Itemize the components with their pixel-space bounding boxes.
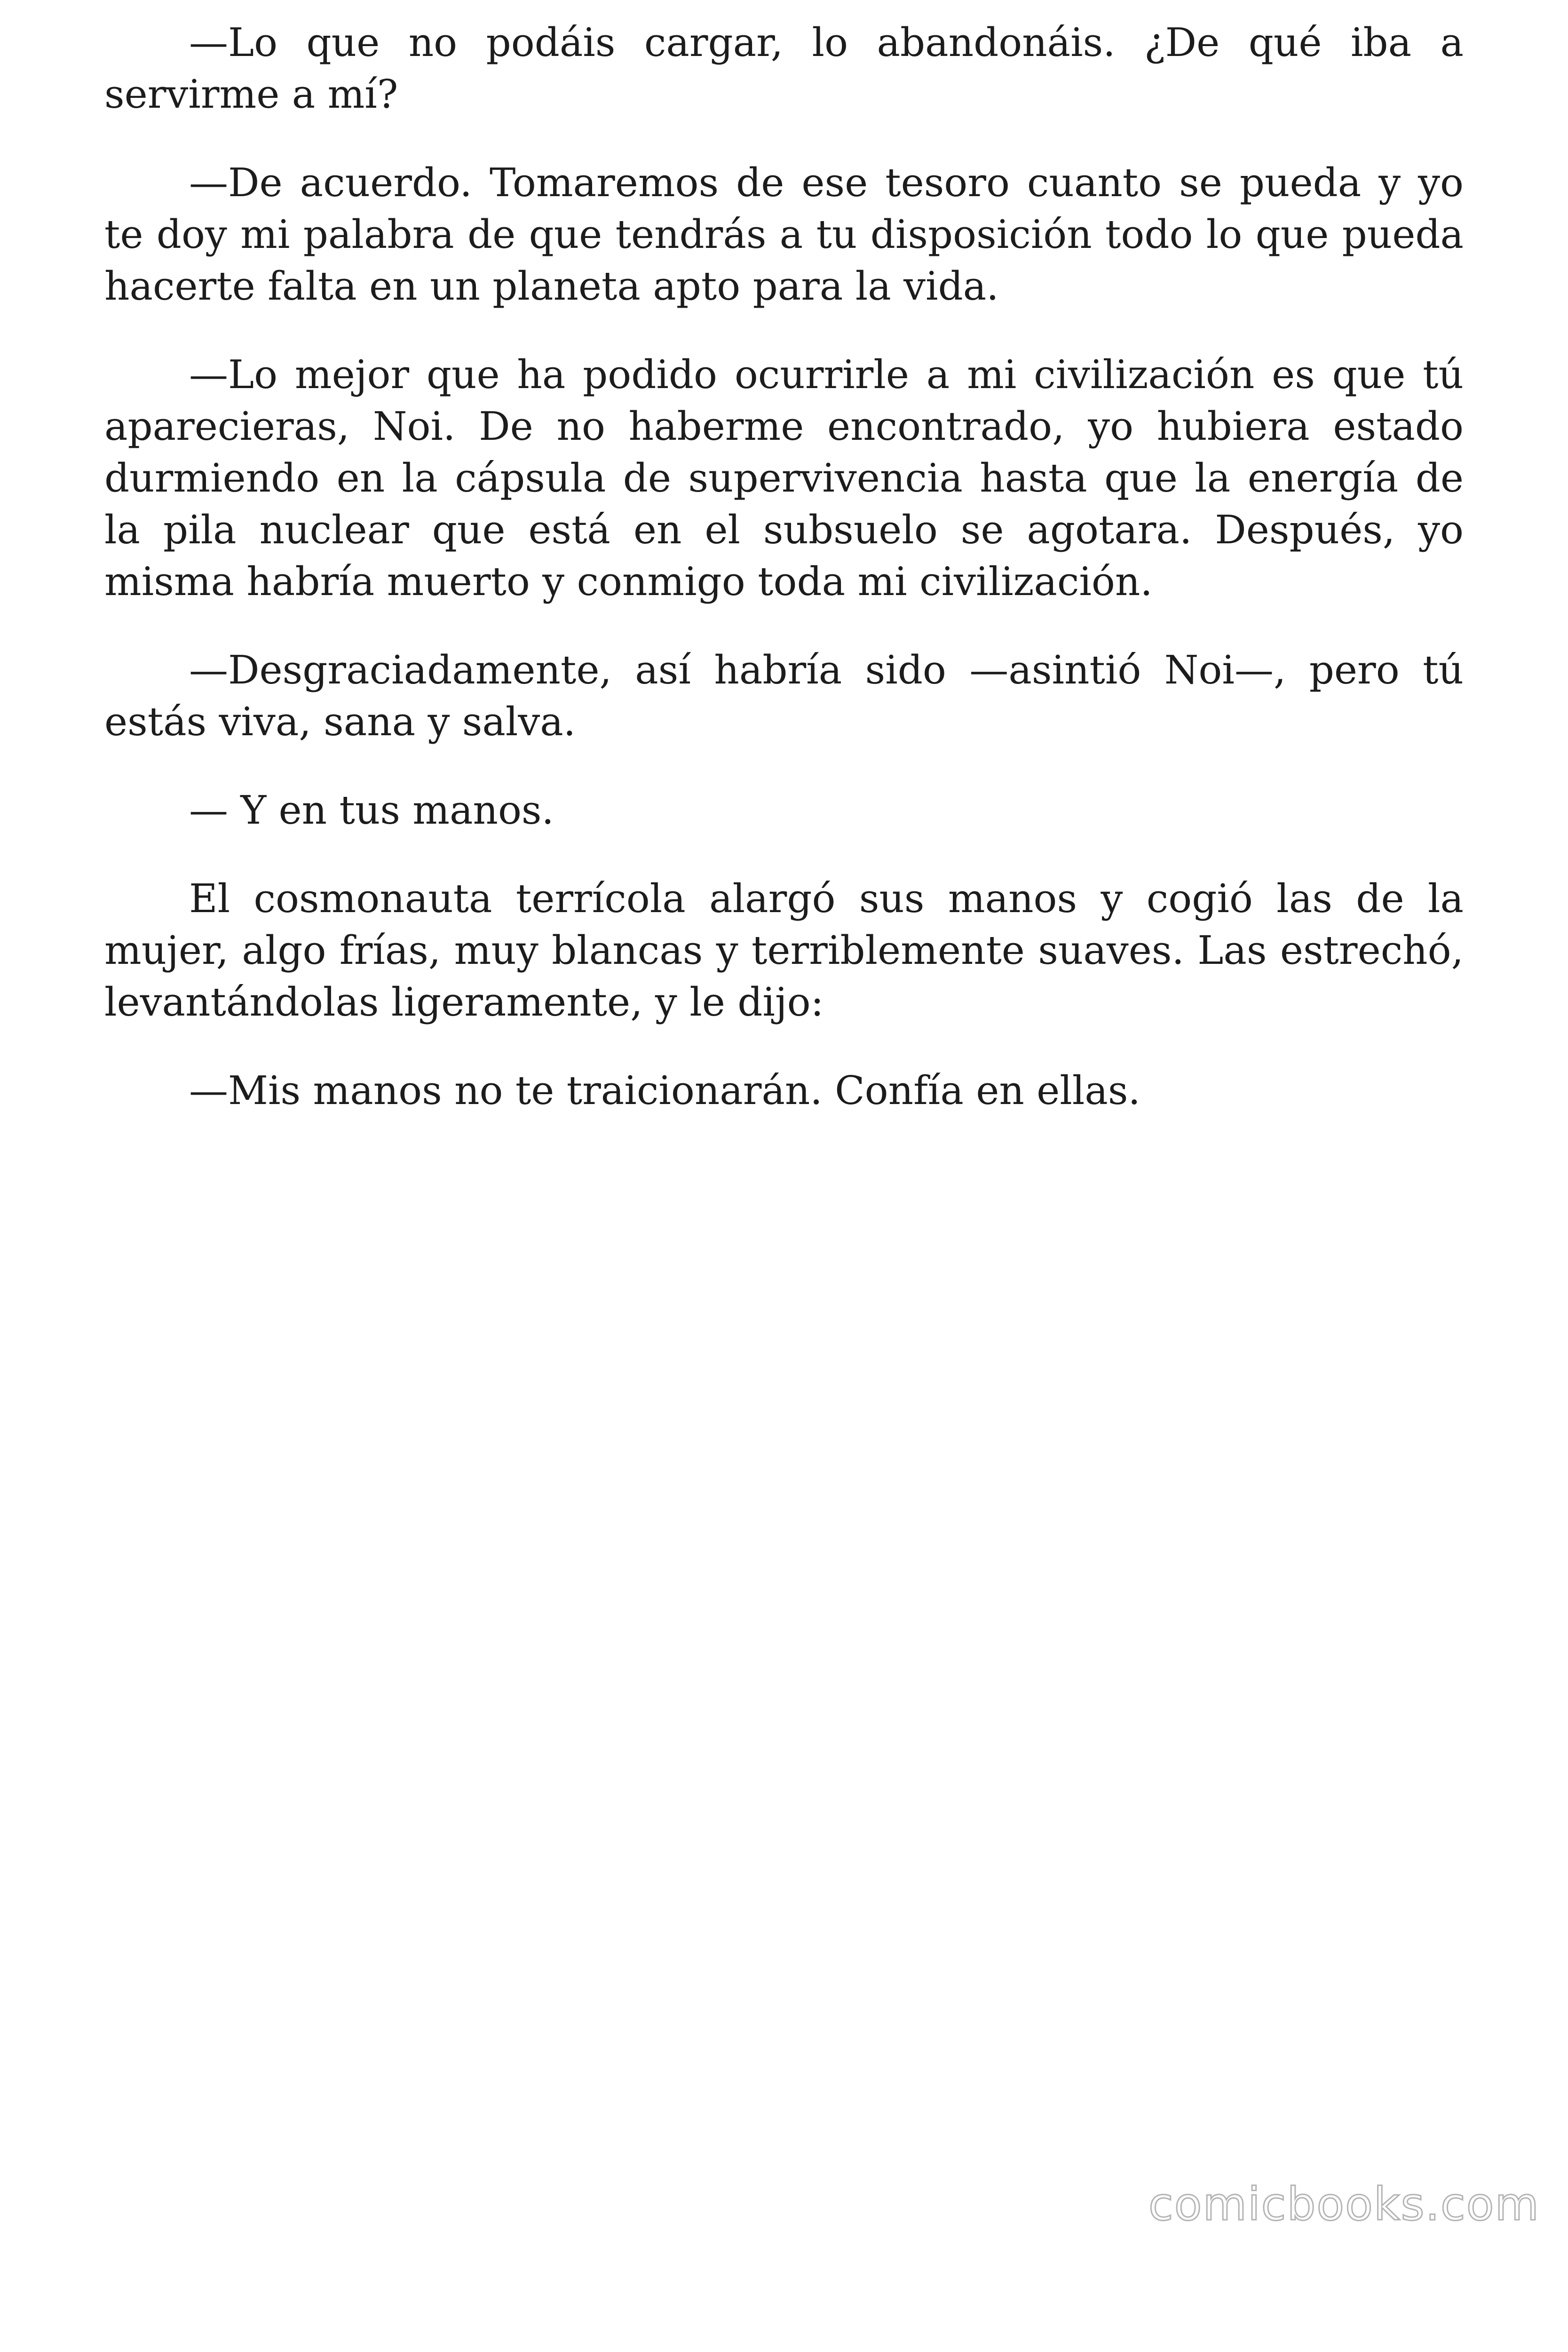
page-body (104, 17, 1464, 1153)
paragraph-3: —Lo mejor que ha podido ocurrirle a mi civilización es que tú aparecieras, Noi. De no haberme encontrado, yo hubiera estado durmiendo en la cápsula de supervivencia hasta que la energía de la pila nuclear que está en el subsuelo se agotara. Después, yo misma habría muerto y conmigo toda mi civilización. (104, 352, 1464, 604)
paragraph-2: —De acuerdo. Tomaremos de ese tesoro cuanto se pueda y yo te doy mi palabra de que tendrás a tu disposición todo lo que pueda hacerte falta en un planeta apto para la vida. (104, 160, 1464, 309)
paragraph-4: —Desgraciadamente, así habría sido —asintió Noi—, pero tú estás viva, sana y salva. (104, 647, 1464, 745)
paragraph-5: — Y en tus manos. (189, 787, 554, 833)
paragraph-7: —Mis manos no te traicionarán. Confía en ellas. (189, 1068, 1140, 1113)
watermark: comicbooks.com (1148, 2178, 1540, 2231)
paragraph-1: —Lo que no podáis cargar, lo abandonáis. ¿De qué iba a servirme a mí? (104, 20, 1464, 117)
paragraph-6: El cosmonauta terrícola alargó sus manos y cogió las de la mujer, algo frías, muy blancas y terriblemente suaves. Las estrechó, levantándolas ligeramente, y le dijo: (104, 876, 1464, 1025)
